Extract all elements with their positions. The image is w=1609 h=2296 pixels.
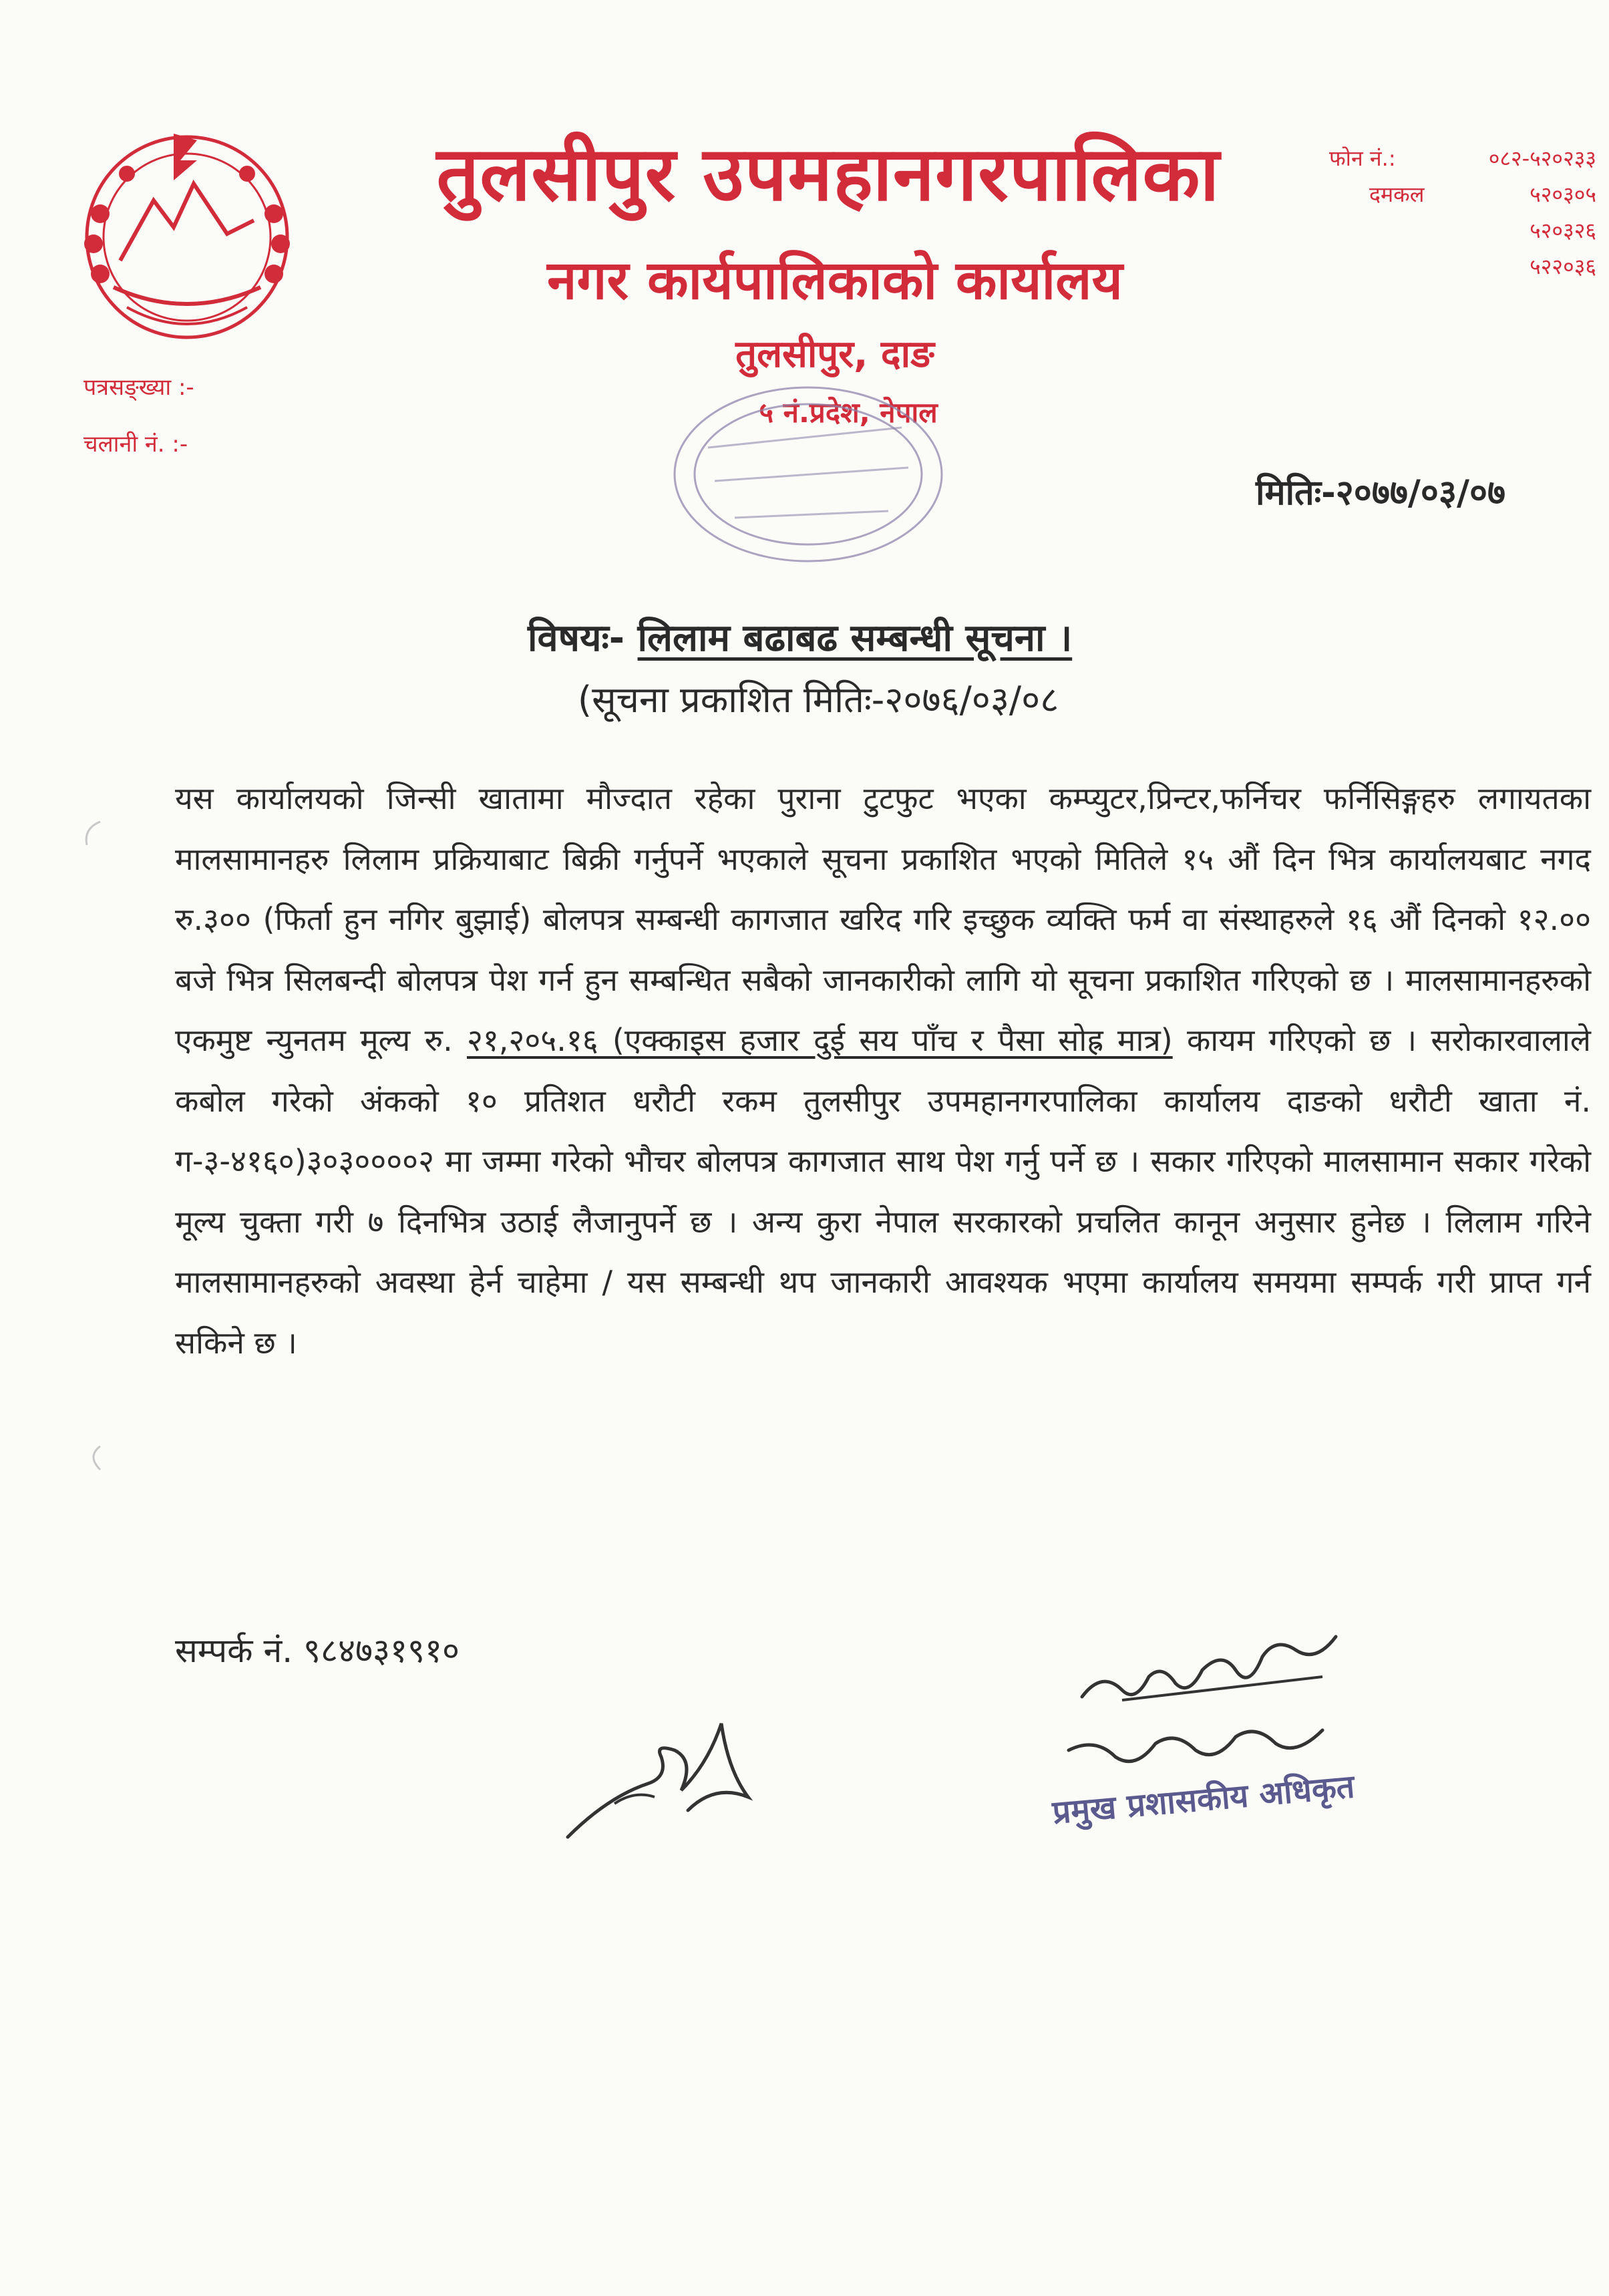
punch-hole-mark-icon [73, 815, 114, 855]
notice-body-part1: यस कार्यालयको जिन्सी खातामा मौज्दात रहेका पुराना टुटफुट भएका कम्प्युटर,प्रिन्टर,फर्निचर फर्निसिङ्गहरु लगायतका मालसामानहरु लिलाम प्रक्रियाबाट बिक्री गर्नुपर्ने भएकाले सूचना प्रकाशित भएको मितिले १५ औं दिन भित्र कार्यालयबाट नगद रु.३०० (फिर्ता हुन नगिर बुझाई) बोलपत्र सम्बन्धी कागजात खरिद गरि इच्छुक व्यक्ति फर्म वा संस्थाहरुले १६ औं दिनको १२.०० बजे भित्र सिलबन्दी बोलपत्र पेश गर्न हुन सम्बन्धित सबैको जानकारीको लागि यो सूचना प्रकाशित गरिएको छ । मालसामानहरुको एकमुष्ट न्युनतम मूल्य रु. [175, 780, 1591, 1058]
letter-date: मितिः-२०७७/०३/०७ [1256, 473, 1506, 513]
handwritten-signature-icon [554, 1683, 768, 1850]
fire-label: दमकल [1369, 182, 1425, 207]
notice-body [175, 768, 1591, 1373]
office-province: ५ नं.प्रदेश, नेपाल [759, 396, 938, 429]
phone-number: ५२२०३६ [1530, 254, 1596, 279]
notice-body-part2: कायम गरिएको छ । सरोकारवालाले कबोल गरेको अंकको १० प्रतिशत धरौटी रकम तुलसीपुर उपमहानगरपालिका कार्यालय दाङको धरौटी खाता नं. ग-३-४१६०)३०३००००२ मा जम्मा गरेको भौचर बोलपत्र कागजात साथ पेश गर्नु पर्ने छ । सकार गरिएको मालसामान सकार गरेको मूल्य चुक्ता गरी ७ दिनभित्र उठाई लैजानुपर्ने छ । अन्य कुरा नेपाल सरकारको प्रचलित कानून अनुसार हुनेछ । लिलाम गरिने मालसामानहरुको अवस्था हेर्न चाहेमा / यस सम्बन्धी थप जानकारी आवश्यक भएमा कार्यालय समयमा सम्पर्क गरी प्राप्त गर्न सकिने छ । [175, 1022, 1592, 1361]
reference-number-label: पत्रसङ्ख्या :- [83, 374, 194, 401]
phone-label: फोन नं.: [1329, 146, 1396, 171]
office-location: तुलसीपुर, दाङ [735, 333, 934, 376]
fire-number: ५२०३०५ [1530, 182, 1596, 207]
phone-number: ५२०३२६ [1530, 218, 1596, 243]
office-name: नगर कार्यपालिकाको कार्यालय [547, 249, 1123, 311]
office-stamp-icon [661, 374, 955, 575]
contact-number: सम्पर्क नं. ९८४७३१९१० [175, 1631, 460, 1670]
phone-number: ०८२-५२०२३३ [1488, 146, 1596, 171]
subject-text: लिलाम बढाबढ सम्बन्धी सूचना । [637, 617, 1073, 660]
nepal-government-emblem-icon [73, 120, 301, 347]
dispatch-number-label: चलानी नं. :- [83, 431, 188, 458]
minimum-price-amount: २१,२०५.१६ (एक्काइस हजार दुई सय पाँच र पैसा सोह्र मात्र) [466, 1022, 1173, 1058]
subject-label: विषयः- [528, 617, 625, 660]
org-name: तुलसीपुर उपमहानगरपालिका [436, 131, 1220, 218]
officer-title-stamp: प्रमुख प्रशासकीय अधिकृत [1051, 1768, 1357, 1832]
punch-hole-mark-icon [77, 1440, 117, 1480]
subject-line [528, 611, 1072, 662]
phone-block [1329, 140, 1596, 285]
published-date: (सूचना प्रकाशित मितिः-२०७६/०३/०८ [578, 679, 1059, 721]
